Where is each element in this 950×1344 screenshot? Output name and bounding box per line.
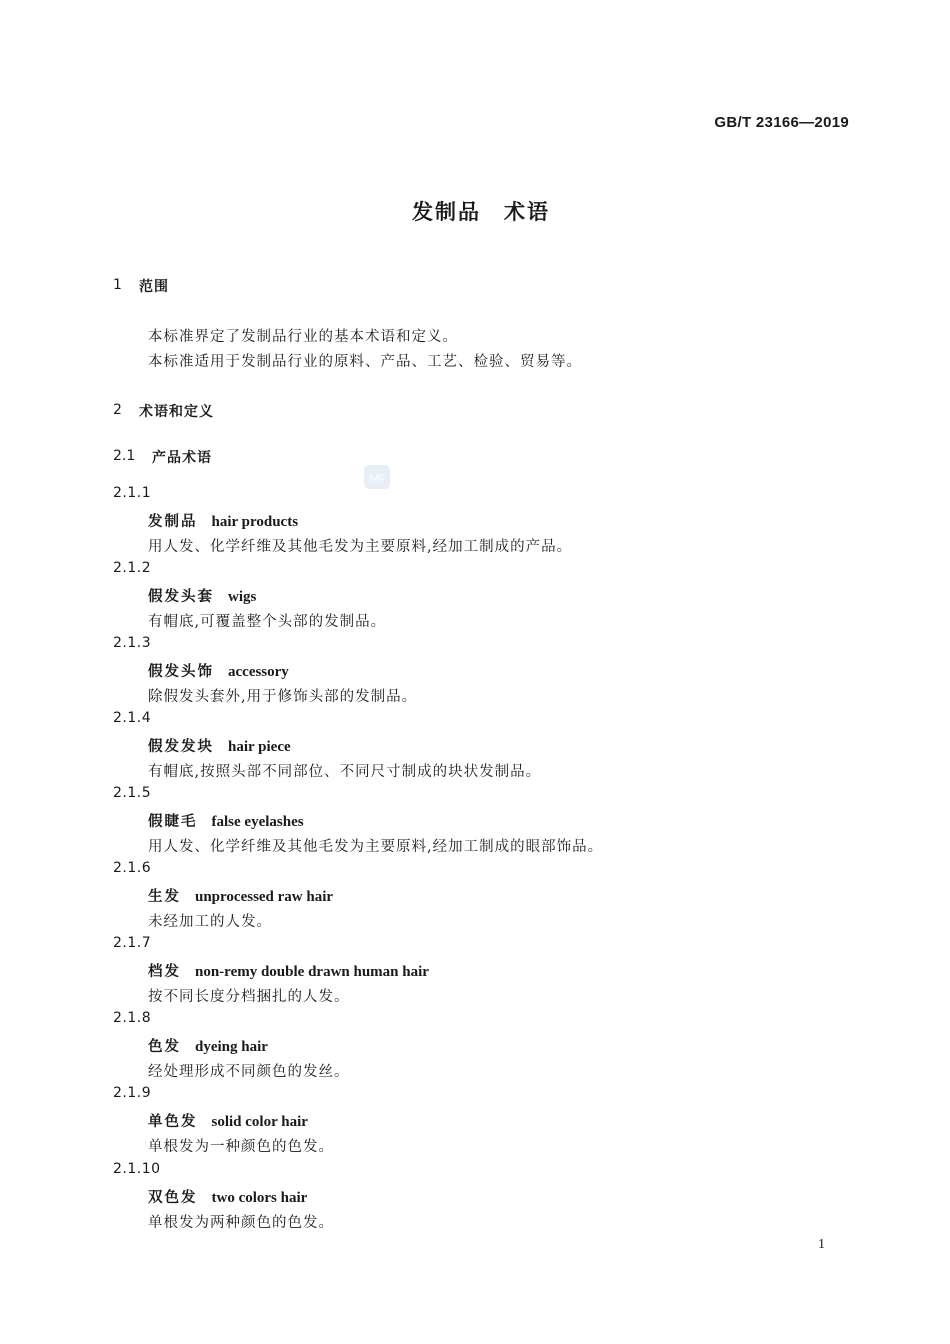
term-definition: 单根发为两种颜色的色发。 — [148, 1215, 334, 1231]
term-english: two colors hair — [211, 1190, 308, 1206]
term-english: dyeing hair — [195, 1039, 268, 1055]
term-definition: 除假发头套外,用于修饰头部的发制品。 — [148, 689, 418, 705]
term-chinese: 假发头套 — [148, 589, 214, 605]
term-entry — [0, 485, 950, 560]
term-entry — [0, 1010, 950, 1085]
term-number: 2.1.9 — [113, 1085, 152, 1101]
term-entry — [0, 560, 950, 635]
section-number: 1 — [113, 277, 122, 293]
term-definition: 有帽底,按照头部不同部位、不同尺寸制成的块状发制品。 — [148, 764, 542, 780]
term-entry — [0, 1161, 950, 1236]
term-number: 2.1.10 — [113, 1161, 161, 1177]
paragraph: 本标准适用于发制品行业的原料、产品、工艺、检验、贸易等。 — [148, 354, 582, 370]
term-heading — [148, 660, 289, 681]
term-heading — [148, 1110, 308, 1131]
term-heading — [148, 1186, 307, 1207]
term-chinese: 单色发 — [148, 1114, 198, 1130]
term-heading — [148, 960, 429, 981]
subsection-number: 2.1 — [113, 448, 136, 464]
term-chinese: 双色发 — [148, 1190, 198, 1206]
term-definition: 未经加工的人发。 — [148, 914, 272, 930]
sac-logo-icon — [366, 470, 388, 484]
term-entry — [0, 785, 950, 860]
term-entry — [0, 635, 950, 710]
term-heading — [148, 735, 291, 756]
term-english: accessory — [228, 664, 289, 680]
term-chinese: 色发 — [148, 1039, 181, 1055]
term-chinese: 生发 — [148, 889, 181, 905]
subsection-title: 产品术语 — [152, 450, 212, 466]
term-chinese: 发制品 — [148, 514, 198, 530]
term-number: 2.1.6 — [113, 860, 152, 876]
term-english: non-remy double drawn human hair — [195, 964, 429, 980]
document-title: 发制品 术语 — [412, 200, 550, 224]
term-definition: 经处理形成不同颜色的发丝。 — [148, 1064, 350, 1080]
term-definition: 有帽底,可覆盖整个头部的发制品。 — [148, 614, 387, 630]
term-number: 2.1.3 — [113, 635, 152, 651]
term-number: 2.1.2 — [113, 560, 152, 576]
term-english: wigs — [228, 589, 257, 605]
term-chinese: 档发 — [148, 964, 181, 980]
term-english: hair products — [211, 514, 299, 530]
term-english: false eyelashes — [211, 814, 304, 830]
section-title: 术语和定义 — [139, 404, 214, 420]
term-heading — [148, 585, 256, 606]
term-english: unprocessed raw hair — [195, 889, 334, 905]
term-number: 2.1.4 — [113, 710, 152, 726]
term-entry — [0, 1085, 950, 1160]
term-english: hair piece — [228, 739, 291, 755]
term-definition: 单根发为一种颜色的色发。 — [148, 1139, 334, 1155]
term-chinese: 假发头饰 — [148, 664, 214, 680]
term-heading — [148, 1035, 268, 1056]
term-entry — [0, 710, 950, 785]
term-heading — [148, 885, 333, 906]
term-entry — [0, 860, 950, 935]
term-number: 2.1.1 — [113, 485, 152, 501]
term-entry — [0, 935, 950, 1010]
term-english: solid color hair — [211, 1114, 308, 1130]
section-title: 范围 — [139, 279, 169, 295]
term-number: 2.1.8 — [113, 1010, 152, 1026]
svg-text:SAC: SAC — [368, 473, 386, 483]
term-chinese: 假发发块 — [148, 739, 214, 755]
section-number: 2 — [113, 402, 122, 418]
paragraph: 本标准界定了发制品行业的基本术语和定义。 — [148, 329, 458, 345]
term-definition: 用人发、化学纤维及其他毛发为主要原料,经加工制成的眼部饰品。 — [148, 839, 604, 855]
page-number: 1 — [818, 1237, 825, 1252]
term-number: 2.1.5 — [113, 785, 152, 801]
term-heading — [148, 810, 304, 831]
term-heading — [148, 510, 298, 531]
term-chinese: 假睫毛 — [148, 814, 198, 830]
term-definition: 用人发、化学纤维及其他毛发为主要原料,经加工制成的产品。 — [148, 539, 573, 555]
standard-number: GB/T 23166—2019 — [714, 114, 849, 131]
term-number: 2.1.7 — [113, 935, 152, 951]
term-definition: 按不同长度分档捆扎的人发。 — [148, 989, 350, 1005]
